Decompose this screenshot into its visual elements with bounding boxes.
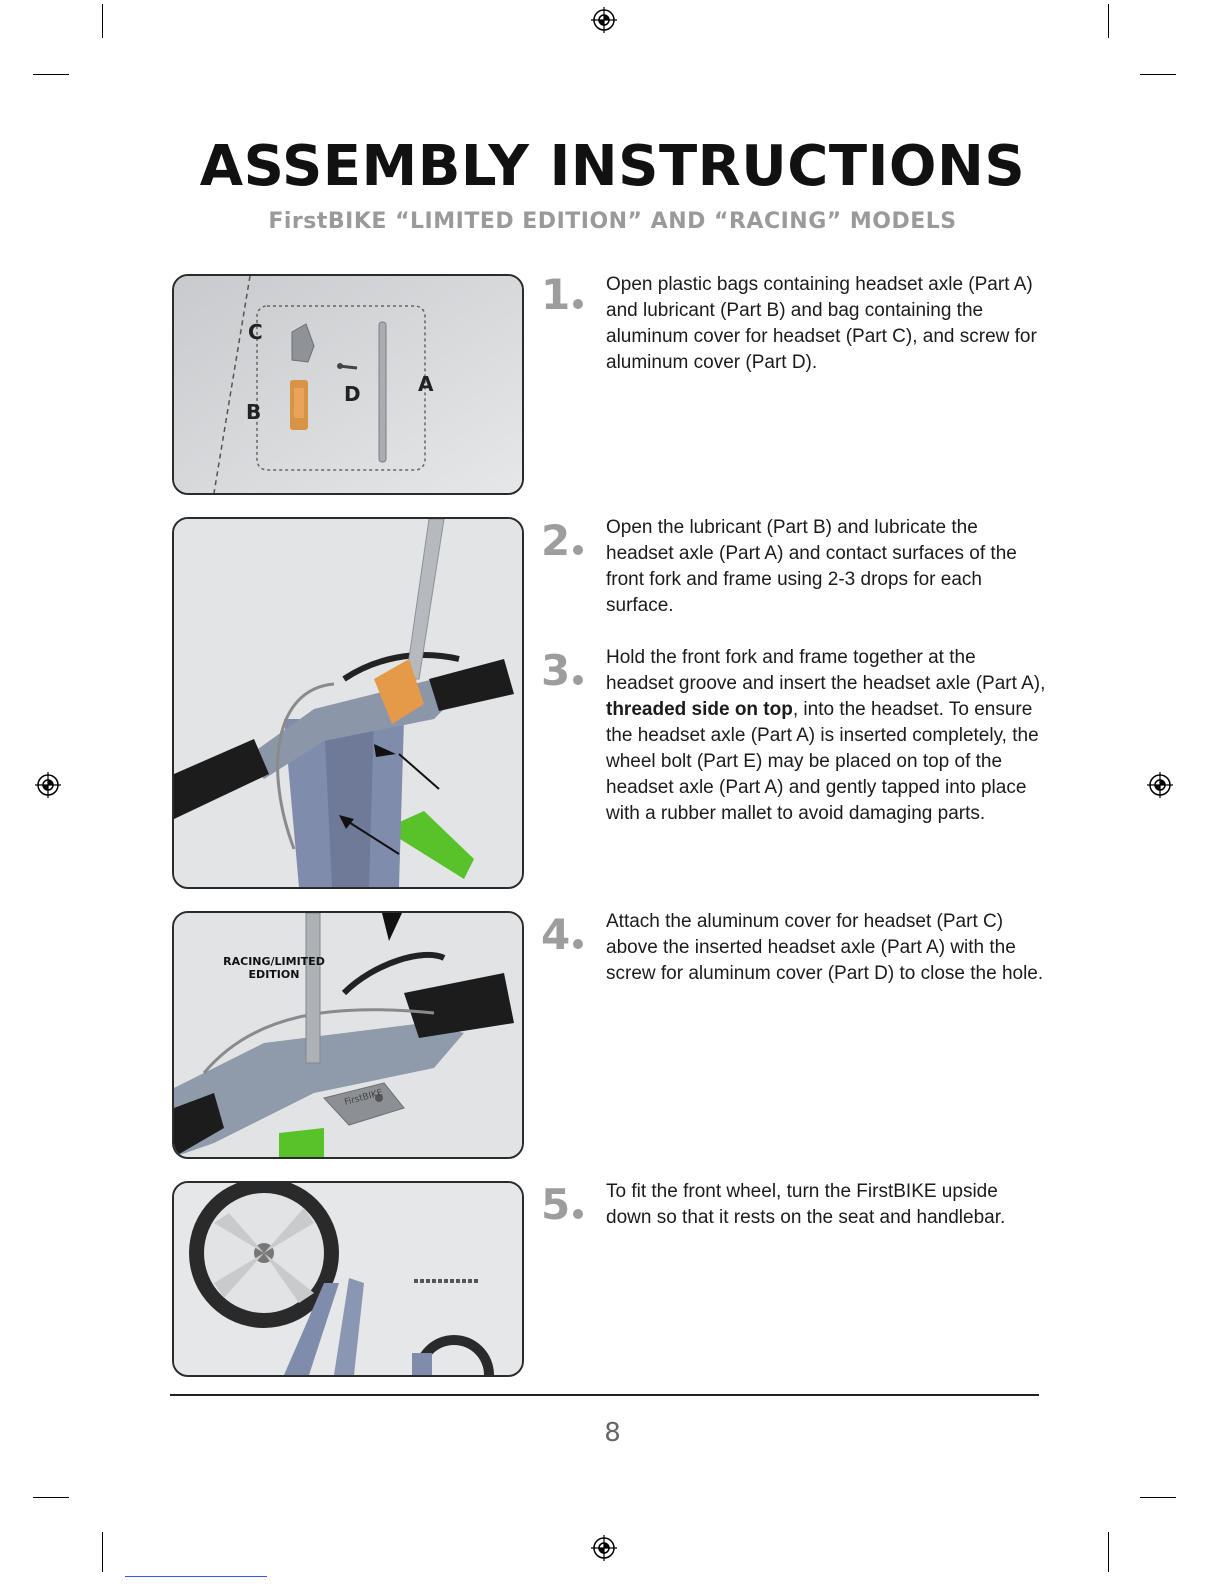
step-5-text: To fit the front wheel, turn the FirstBIKE upside down so that it rests on the seat and handlebar. bbox=[606, 1181, 1006, 1228]
crop-mark-icon bbox=[102, 1532, 103, 1572]
crop-mark-icon bbox=[33, 74, 69, 75]
registration-mark-icon bbox=[591, 1535, 617, 1561]
registration-mark-icon bbox=[591, 7, 617, 33]
figure-parts bbox=[172, 274, 524, 495]
figure-insert-axle bbox=[172, 517, 524, 889]
registration-mark-icon bbox=[1147, 772, 1173, 798]
page-subtitle: FirstBIKE “LIMITED EDITION” AND “RACING” MODELS bbox=[268, 209, 957, 234]
crop-mark-icon bbox=[33, 1497, 69, 1498]
part-label-c: C bbox=[248, 320, 263, 344]
part-label-b: B bbox=[246, 400, 262, 424]
step-dot-icon bbox=[573, 299, 583, 309]
crop-mark-icon bbox=[1108, 4, 1109, 38]
part-label-d: D bbox=[344, 382, 361, 406]
step-number-3-text: 3 bbox=[541, 646, 571, 695]
page-title: ASSEMBLY INSTRUCTIONS bbox=[199, 134, 1026, 199]
step-3-text-bold: threaded side on top bbox=[606, 699, 793, 720]
step-number-5-text: 5 bbox=[541, 1180, 571, 1229]
step-number-1 bbox=[541, 270, 583, 319]
crop-mark-icon bbox=[1140, 74, 1176, 75]
crop-mark-icon bbox=[1108, 1532, 1109, 1572]
figure-aluminum-cover bbox=[172, 911, 524, 1159]
racing-label-line1: RACING/LIMITED bbox=[223, 955, 325, 968]
step-dot-icon bbox=[573, 675, 583, 685]
footer-blue-line bbox=[125, 1576, 267, 1577]
step-number-4 bbox=[541, 910, 583, 959]
racing-limited-label bbox=[214, 955, 334, 981]
step-3-text-after: , into the headset. To ensure the headset axle (Part A) is inserted completely, the wheel bolt (Part E) may be placed on top of the headset axle (Part A) and gently tapped into place with a rubber mallet to avoid damaging parts. bbox=[606, 699, 1039, 824]
cover-logo-text: FirstBIKE bbox=[343, 1088, 384, 1108]
footer-rule bbox=[170, 1394, 1039, 1396]
page-number: 8 bbox=[604, 1418, 621, 1448]
crop-mark-icon bbox=[1140, 1497, 1176, 1498]
registration-mark-icon bbox=[35, 772, 61, 798]
step-1-text: Open plastic bags containing headset axle (Part A) and lubricant (Part B) and bag containing the aluminum cover for headset (Part C), and screw for aluminum cover (Part D). bbox=[606, 274, 1037, 373]
part-label-a: A bbox=[418, 372, 434, 396]
racing-label-line2: EDITION bbox=[248, 968, 300, 981]
step-number-2 bbox=[541, 516, 583, 565]
figure-front-wheel bbox=[172, 1181, 524, 1377]
step-2-text: Open the lubricant (Part B) and lubricate the headset axle (Part A) and contact surfaces of the front fork and frame using 2-3 drops for each surface. bbox=[606, 517, 1017, 616]
step-number-5 bbox=[541, 1180, 583, 1229]
step-dot-icon bbox=[573, 1209, 583, 1219]
step-dot-icon bbox=[573, 939, 583, 949]
step-number-4-text: 4 bbox=[541, 910, 571, 959]
step-number-2-text: 2 bbox=[541, 516, 571, 565]
step-3-text bbox=[606, 645, 1046, 827]
crop-mark-icon bbox=[102, 4, 103, 38]
step-dot-icon bbox=[573, 545, 583, 555]
step-number-1-text: 1 bbox=[541, 270, 571, 319]
step-number-3 bbox=[541, 646, 583, 695]
step-3-text-before: Hold the front fork and frame together at the headset groove and insert the headset axle (Part A), bbox=[606, 647, 1046, 694]
step-4-text: Attach the aluminum cover for headset (Part C) above the inserted headset axle (Part A) with the screw for aluminum cover (Part D) to close the hole. bbox=[606, 911, 1044, 984]
